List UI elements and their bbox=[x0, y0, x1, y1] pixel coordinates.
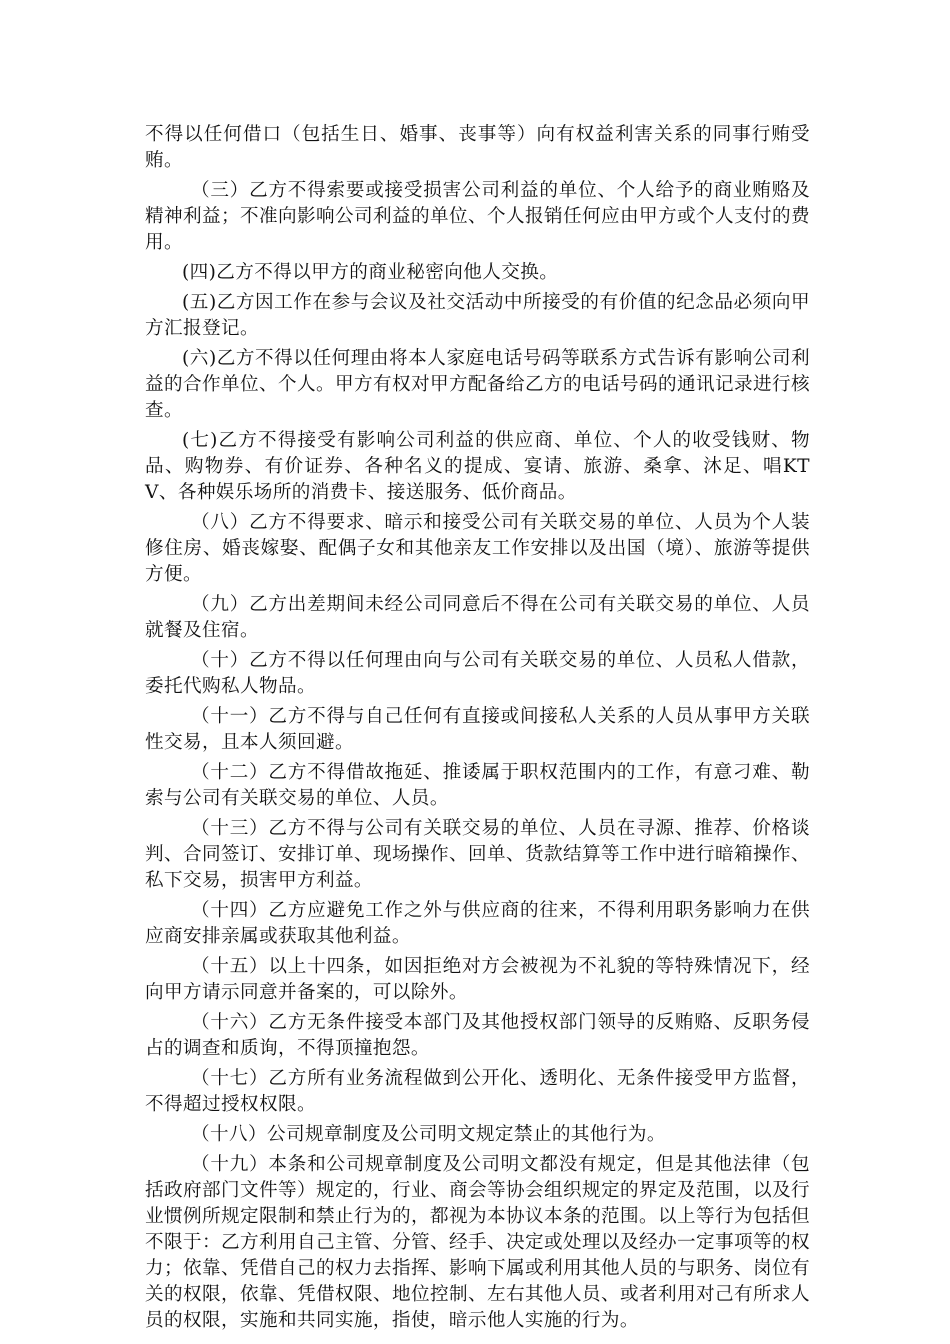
clause-8: （八）乙方不得要求、暗示和接受公司有关联交易的单位、人员为个人装修住房、婚丧嫁娶、配偶子女和其他亲友工作安排以及出国（境）、旅游等提供方便。 bbox=[145, 512, 810, 585]
clause-11: （十一）乙方不得与自己任何有直接或间接私人关系的人员从事甲方关联性交易，且本人须回避。 bbox=[145, 706, 810, 753]
clause-7: (七)乙方不得接受有影响公司利益的供应商、单位、个人的收受钱财、物品、购物券、有价证券、各种名义的提成、宴请、旅游、桑拿、沐足、唱KTV、各种娱乐场所的消费卡、接送服务、低价商品。 bbox=[145, 430, 810, 503]
clause-5: (五)乙方因工作在参与会议及社交活动中所接受的有价值的纪念品必须向甲方汇报登记。 bbox=[145, 292, 810, 339]
clause-10: （十）乙方不得以任何理由向与公司有关联交易的单位、人员私人借款，委托代购私人物品。 bbox=[145, 650, 810, 697]
clause-14: （十四）乙方应避免工作之外与供应商的往来，不得利用职务影响力在供应商安排亲属或获取其他利益。 bbox=[145, 900, 810, 947]
clause-13: （十三）乙方不得与公司有关联交易的单位、人员在寻源、推荐、价格谈判、合同签订、安排订单、现场操作、回单、货款结算等工作中进行暗箱操作、私下交易，损害甲方利益。 bbox=[145, 818, 810, 891]
clause-17: （十七）乙方所有业务流程做到公开化、透明化、无条件接受甲方监督，不得超过授权权限。 bbox=[145, 1068, 810, 1115]
clause-4: (四)乙方不得以甲方的商业秘密向他人交换。 bbox=[182, 262, 559, 283]
clause-16: （十六）乙方无条件接受本部门及其他授权部门领导的反贿赂、反职务侵占的调查和质询，不得顶撞抱怨。 bbox=[145, 1012, 810, 1059]
clause-15: （十五）以上十四条，如因拒绝对方会被视为不礼貌的等特殊情况下，经向甲方请示同意并备案的，可以除外。 bbox=[145, 956, 810, 1003]
paragraph-continuation: 不得以任何借口（包括生日、婚事、丧事等）向有权益利害关系的同事行贿受贿。 bbox=[145, 124, 810, 171]
clause-3: （三）乙方不得索要或接受损害公司利益的单位、个人给予的商业贿赂及精神利益；不准向影响公司利益的单位、个人报销任何应由甲方或个人支付的费用。 bbox=[145, 180, 810, 253]
clause-18: （十八）公司规章制度及公司明文规定禁止的其他行为。 bbox=[191, 1124, 666, 1145]
clause-6: (六)乙方不得以任何理由将本人家庭电话号码等联系方式告诉有影响公司利益的合作单位、个人。甲方有权对甲方配备给乙方的电话号码的通讯记录进行核查。 bbox=[145, 348, 810, 421]
clause-9: （九）乙方出差期间未经公司同意后不得在公司有关联交易的单位、人员就餐及住宿。 bbox=[145, 594, 810, 641]
document-body bbox=[145, 122, 810, 1338]
clause-19: （十九）本条和公司规章制度及公司明文都没有规定，但是其他法律（包括政府部门文件等）规定的，行业、商会等协会组织规定的界定及范围，以及行业惯例所规定限制和禁止行为的，都视为本协议本条的范围。以上等行为包括但不限于：乙方利用自己主管、分管、经手、决定或处理以及经办一定事项等的权力；依靠、凭借自己的权力去指挥、影响下属或利用其他人员的与职务、岗位有关的权限，依靠、凭借权限、地位控制、左右其他人员、或者利用对己有所求人员的权限，实施和共同实施，指使，暗示他人实施的行为。 bbox=[145, 1154, 810, 1331]
clause-12: （十二）乙方不得借故拖延、推诿属于职权范围内的工作，有意刁难、勒索与公司有关联交易的单位、人员。 bbox=[145, 762, 810, 809]
